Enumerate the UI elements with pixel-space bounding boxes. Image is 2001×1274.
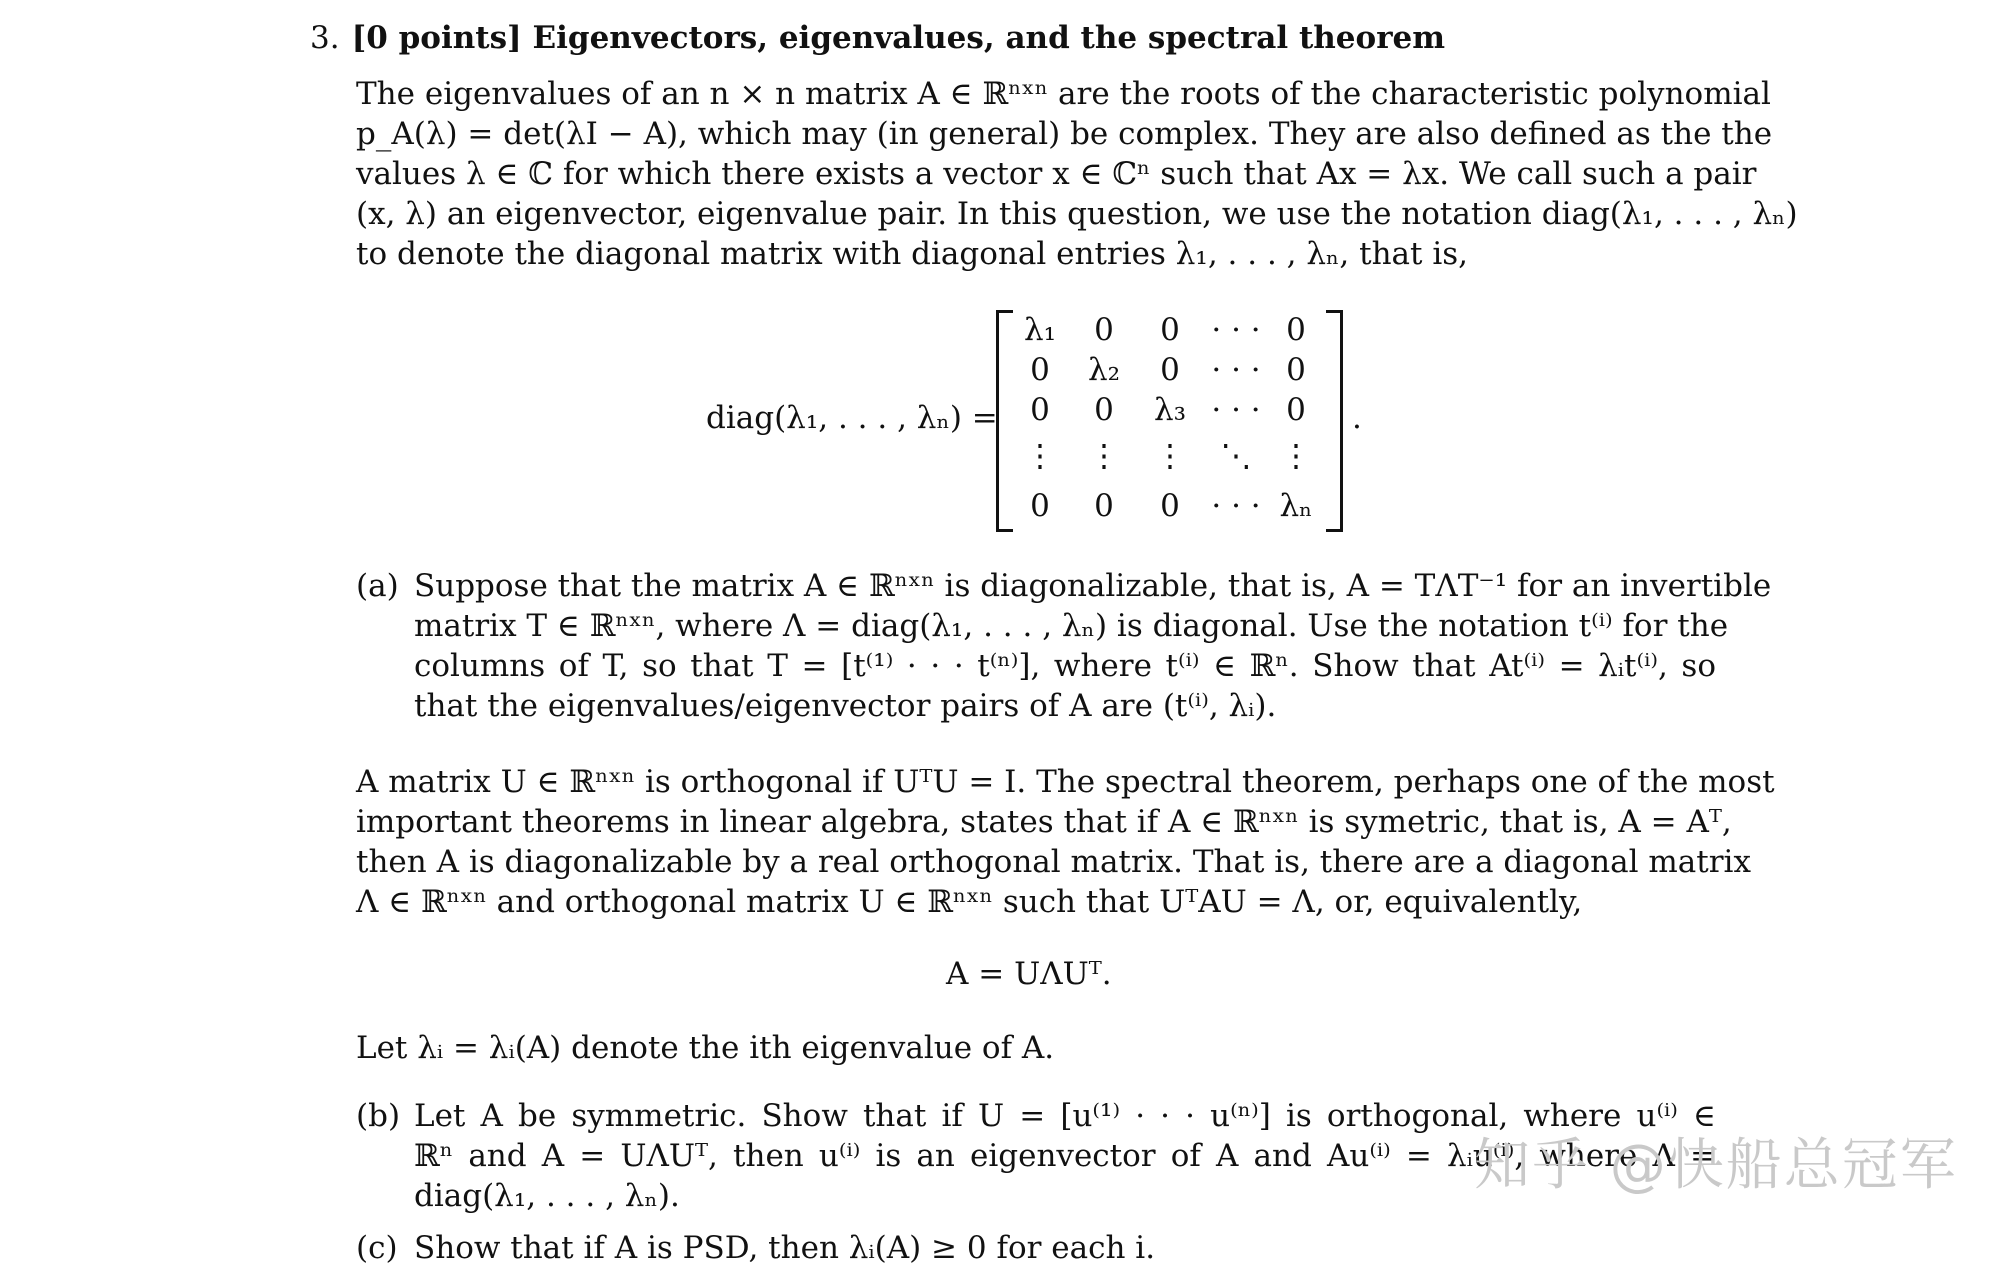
matrix-cell: 0	[1030, 352, 1050, 388]
question-heading	[310, 18, 1445, 58]
matrix-cell: · · ·	[1211, 488, 1261, 524]
matrix-terminator: .	[1352, 400, 1362, 436]
part-a-line: Suppose that the matrix A ∈ ℝⁿˣⁿ is diagonalizable, that is, A = TΛT⁻¹ for an invertible	[414, 568, 1772, 604]
spectral-line: important theorems in linear algebra, states that if A ∈ ℝⁿˣⁿ is symetric, that is, A = Aᵀ,	[356, 804, 1732, 840]
matrix-right-bracket	[1326, 310, 1343, 532]
matrix-cell: 0	[1160, 488, 1180, 524]
matrix-cell: λₙ	[1279, 488, 1313, 524]
matrix-cell: 0	[1094, 312, 1114, 348]
matrix-lhs: diag(λ₁, . . . , λₙ) =	[706, 400, 998, 436]
part-c	[356, 1228, 1716, 1268]
matrix-cell: 0	[1286, 352, 1306, 388]
part-c-text: Show that if A is PSD, then λᵢ(A) ≥ 0 for each i.	[414, 1230, 1156, 1266]
question-title: [0 points] Eigenvectors, eigenvalues, and the spectral theorem	[351, 20, 1446, 56]
part-b-line: Let A be symmetric. Show that if U = [u⁽¹⁾ · · · u⁽ⁿ⁾] is orthogonal, where u⁽ⁱ⁾ ∈	[414, 1098, 1716, 1134]
part-a-line: that the eigenvalues/eigenvector pairs of A are (t⁽ⁱ⁾, λᵢ).	[414, 688, 1277, 724]
matrix-cell: ⋱	[1220, 438, 1252, 474]
spectral-line: A matrix U ∈ ℝⁿˣⁿ is orthogonal if UᵀU = I. The spectral theorem, perhaps one of the most	[356, 764, 1775, 800]
part-a	[356, 566, 1772, 730]
intro-line: (x, λ) an eigenvector, eigenvalue pair. In this question, we use the notation diag(λ₁, . . . , λₙ)	[356, 196, 1798, 232]
matrix-cell: λ₂	[1087, 352, 1121, 388]
matrix-cell: · · ·	[1211, 312, 1261, 348]
watermark: 知乎 @快船总冠军	[1474, 1133, 1958, 1198]
let-line: Let λᵢ = λᵢ(A) denote the ith eigenvalue of A.	[356, 1030, 1055, 1066]
spectral-line: Λ ∈ ℝⁿˣⁿ and orthogonal matrix U ∈ ℝⁿˣⁿ such that UᵀAU = Λ, or, equivalently,	[356, 884, 1583, 920]
matrix-cell: 0	[1160, 312, 1180, 348]
part-c-label: (c)	[356, 1230, 398, 1266]
matrix-cell: 0	[1160, 352, 1180, 388]
question-number: 3.	[310, 20, 340, 56]
matrix-cell: 0	[1030, 488, 1050, 524]
intro-line: The eigenvalues of an n × n matrix A ∈ ℝⁿˣⁿ are the roots of the characteristic polynomial	[356, 76, 1771, 112]
part-b-line: diag(λ₁, . . . , λₙ).	[414, 1178, 680, 1214]
matrix-cell: ⋮	[1088, 438, 1120, 474]
part-b-label: (b)	[356, 1098, 401, 1134]
intro-line: to denote the diagonal matrix with diagonal entries λ₁, . . . , λₙ, that is,	[356, 236, 1469, 272]
spectral-line: then A is diagonalizable by a real orthogonal matrix. That is, there are a diagonal matrix	[356, 844, 1751, 880]
part-a-label: (a)	[356, 568, 399, 604]
matrix-cell: ⋮	[1024, 438, 1056, 474]
part-b-line: ℝⁿ and A = UΛUᵀ, then u⁽ⁱ⁾ is an eigenvector of A and Au⁽ⁱ⁾ = λᵢu⁽ⁱ⁾, where Λ =	[414, 1138, 1716, 1174]
matrix-cell: 0	[1094, 488, 1114, 524]
intro-paragraph	[356, 74, 1798, 274]
matrix-cell: 0	[1094, 392, 1114, 428]
part-a-line: matrix T ∈ ℝⁿˣⁿ, where Λ = diag(λ₁, . . . , λₙ) is diagonal. Use the notation t⁽ⁱ⁾ for the	[414, 608, 1729, 644]
intro-line: p_A(λ) = det(λI − A), which may (in general) be complex. They are also defined as the the	[356, 116, 1773, 152]
spectral-equation: A = UΛUᵀ.	[946, 956, 1112, 992]
spectral-paragraph	[356, 762, 1775, 922]
matrix-grid	[1010, 310, 1330, 526]
matrix-cell: · · ·	[1211, 352, 1261, 388]
matrix-cell: λ₃	[1153, 392, 1187, 428]
matrix-cell: ⋮	[1280, 438, 1312, 474]
matrix-cell: 0	[1286, 312, 1306, 348]
matrix-cell: λ₁	[1023, 312, 1057, 348]
intro-line: values λ ∈ ℂ for which there exists a vector x ∈ ℂⁿ such that Ax = λx. We call such a pair	[356, 156, 1757, 192]
matrix-left-bracket	[996, 310, 1013, 532]
matrix-cell: 0	[1286, 392, 1306, 428]
matrix-cell: ⋮	[1154, 438, 1186, 474]
matrix-cell: · · ·	[1211, 392, 1261, 428]
matrix-cell: 0	[1030, 392, 1050, 428]
part-a-line: columns of T, so that T = [t⁽¹⁾ · · · t⁽ⁿ⁾], where t⁽ⁱ⁾ ∈ ℝⁿ. Show that At⁽ⁱ⁾ = λᵢt⁽ⁱ⁾, so	[414, 648, 1716, 684]
